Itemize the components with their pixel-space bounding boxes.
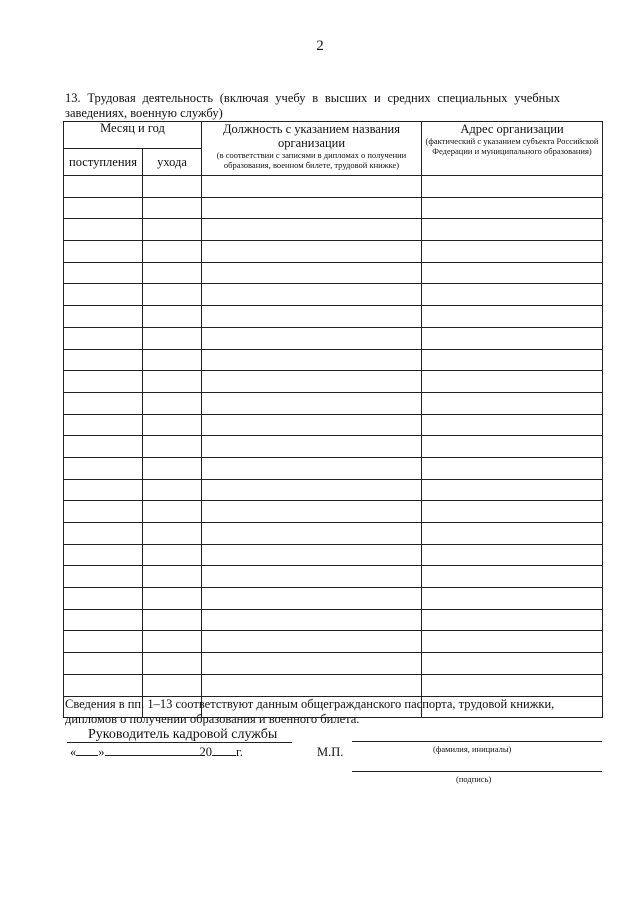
exit-cell[interactable] <box>143 371 202 393</box>
address-cell[interactable] <box>422 631 603 653</box>
exit-cell[interactable] <box>143 392 202 414</box>
entry-cell[interactable] <box>64 392 143 414</box>
entry-cell[interactable] <box>64 349 143 371</box>
table-row <box>64 349 603 371</box>
address-cell[interactable] <box>422 262 603 284</box>
position-cell[interactable] <box>202 457 422 479</box>
entry-cell[interactable] <box>64 262 143 284</box>
table-row <box>64 631 603 653</box>
position-cell[interactable] <box>202 566 422 588</box>
position-cell[interactable] <box>202 544 422 566</box>
address-cell[interactable] <box>422 544 603 566</box>
table-row <box>64 609 603 631</box>
position-cell[interactable] <box>202 479 422 501</box>
exit-cell[interactable] <box>143 523 202 545</box>
address-cell[interactable] <box>422 197 603 219</box>
signature-caption: (подпись) <box>456 774 492 784</box>
entry-cell[interactable] <box>64 284 143 306</box>
section-heading: 13. Трудовая деятельность (включая учебу в высших и средних специальных учебных заведениях, военную службу) <box>65 91 560 120</box>
address-cell[interactable] <box>422 349 603 371</box>
month-blank[interactable] <box>105 755 200 756</box>
position-cell[interactable] <box>202 306 422 328</box>
address-cell[interactable] <box>422 371 603 393</box>
position-cell[interactable] <box>202 436 422 458</box>
exit-header: ухода <box>143 149 202 176</box>
position-cell[interactable] <box>202 588 422 610</box>
entry-cell[interactable] <box>64 566 143 588</box>
entry-cell[interactable] <box>64 674 143 696</box>
month-year-header: Месяц и год <box>64 122 202 149</box>
position-header <box>202 122 422 176</box>
address-cell[interactable] <box>422 566 603 588</box>
entry-cell[interactable] <box>64 241 143 263</box>
address-header-note: (фактический с указанием субъекта Российской Федерации и муниципального образования) <box>425 136 599 156</box>
exit-cell[interactable] <box>143 219 202 241</box>
exit-cell[interactable] <box>143 588 202 610</box>
entry-cell[interactable] <box>64 327 143 349</box>
position-cell[interactable] <box>202 371 422 393</box>
exit-cell[interactable] <box>143 674 202 696</box>
entry-cell[interactable] <box>64 501 143 523</box>
exit-cell[interactable] <box>143 436 202 458</box>
exit-cell[interactable] <box>143 501 202 523</box>
position-cell[interactable] <box>202 501 422 523</box>
table-row <box>64 588 603 610</box>
position-cell[interactable] <box>202 349 422 371</box>
table-body <box>64 176 603 718</box>
position-header-title: Должность с указанием названия организации <box>223 122 400 150</box>
position-cell[interactable] <box>202 284 422 306</box>
table-row <box>64 284 603 306</box>
exit-cell[interactable] <box>143 262 202 284</box>
table-row <box>64 219 603 241</box>
table-row <box>64 436 603 458</box>
entry-cell[interactable] <box>64 609 143 631</box>
address-cell[interactable] <box>422 674 603 696</box>
address-cell[interactable] <box>422 327 603 349</box>
table-row <box>64 392 603 414</box>
date-line <box>70 745 243 760</box>
position-cell[interactable] <box>202 327 422 349</box>
exit-cell[interactable] <box>143 609 202 631</box>
position-cell[interactable] <box>202 176 422 198</box>
name-caption: (фамилия, инициалы) <box>433 744 512 754</box>
address-header <box>422 122 603 176</box>
address-cell[interactable] <box>422 241 603 263</box>
address-cell[interactable] <box>422 588 603 610</box>
table-row <box>64 241 603 263</box>
entry-cell[interactable] <box>64 436 143 458</box>
entry-cell[interactable] <box>64 414 143 436</box>
position-cell[interactable] <box>202 414 422 436</box>
position-cell[interactable] <box>202 674 422 696</box>
entry-cell[interactable] <box>64 306 143 328</box>
exit-cell[interactable] <box>143 176 202 198</box>
position-cell[interactable] <box>202 609 422 631</box>
exit-cell[interactable] <box>143 349 202 371</box>
exit-cell[interactable] <box>143 457 202 479</box>
position-cell[interactable] <box>202 523 422 545</box>
entry-cell[interactable] <box>64 371 143 393</box>
date-open-quote: « <box>70 745 77 759</box>
address-cell[interactable] <box>422 392 603 414</box>
address-cell[interactable] <box>422 479 603 501</box>
table-row <box>64 457 603 479</box>
exit-cell[interactable] <box>143 284 202 306</box>
position-cell[interactable] <box>202 262 422 284</box>
position-cell[interactable] <box>202 392 422 414</box>
entry-cell[interactable] <box>64 631 143 653</box>
exit-cell[interactable] <box>143 653 202 675</box>
year-suffix: г. <box>236 745 243 759</box>
confirmation-statement: Сведения в пп. 1–13 соответствуют данным общегражданского паспорта, трудовой книжки, дипломов о получении образования и военного билета. <box>65 697 555 726</box>
address-cell[interactable] <box>422 457 603 479</box>
table-row <box>64 176 603 198</box>
entry-cell[interactable] <box>64 588 143 610</box>
day-blank[interactable] <box>76 755 98 756</box>
table-row <box>64 523 603 545</box>
name-line[interactable] <box>352 741 602 742</box>
position-cell[interactable] <box>202 631 422 653</box>
table-row <box>64 501 603 523</box>
table-row <box>64 566 603 588</box>
entry-cell[interactable] <box>64 457 143 479</box>
table-row <box>64 544 603 566</box>
exit-cell[interactable] <box>143 197 202 219</box>
year-blank[interactable] <box>212 755 236 756</box>
address-cell[interactable] <box>422 523 603 545</box>
exit-cell[interactable] <box>143 327 202 349</box>
address-cell[interactable] <box>422 501 603 523</box>
entry-cell[interactable] <box>64 523 143 545</box>
table-row <box>64 674 603 696</box>
exit-cell[interactable] <box>143 306 202 328</box>
exit-cell[interactable] <box>143 544 202 566</box>
exit-cell[interactable] <box>143 414 202 436</box>
table-row <box>64 327 603 349</box>
entry-cell[interactable] <box>64 653 143 675</box>
position-header-note: (в соответствии с записями в дипломах о получении образования, военном билете, трудовой книжке) <box>216 150 407 170</box>
head-hr-underline <box>67 742 292 743</box>
address-cell[interactable] <box>422 436 603 458</box>
entry-cell[interactable] <box>64 544 143 566</box>
address-cell[interactable] <box>422 653 603 675</box>
entry-header: поступления <box>64 149 143 176</box>
exit-cell[interactable] <box>143 479 202 501</box>
address-cell[interactable] <box>422 609 603 631</box>
entry-cell[interactable] <box>64 479 143 501</box>
address-cell[interactable] <box>422 306 603 328</box>
entry-cell[interactable] <box>64 176 143 198</box>
position-cell[interactable] <box>202 241 422 263</box>
table-row <box>64 653 603 675</box>
head-hr-label: Руководитель кадровой службы <box>88 727 278 742</box>
table-row <box>64 197 603 219</box>
address-cell[interactable] <box>422 176 603 198</box>
exit-cell[interactable] <box>143 631 202 653</box>
work-history-table <box>63 121 603 718</box>
table-row <box>64 414 603 436</box>
year-prefix: 20 <box>199 745 212 759</box>
entry-cell[interactable] <box>64 197 143 219</box>
table-row <box>64 371 603 393</box>
address-header-title: Адрес организации <box>460 122 564 136</box>
address-cell[interactable] <box>422 284 603 306</box>
position-cell[interactable] <box>202 653 422 675</box>
date-close-quote: » <box>98 745 105 759</box>
address-cell[interactable] <box>422 219 603 241</box>
table-row <box>64 479 603 501</box>
position-cell[interactable] <box>202 219 422 241</box>
exit-cell[interactable] <box>143 241 202 263</box>
page-number: 2 <box>316 38 324 54</box>
position-cell[interactable] <box>202 197 422 219</box>
address-cell[interactable] <box>422 414 603 436</box>
signature-line[interactable] <box>352 771 602 772</box>
entry-cell[interactable] <box>64 219 143 241</box>
table-row <box>64 262 603 284</box>
table-row <box>64 306 603 328</box>
stamp-place: М.П. <box>317 745 344 759</box>
exit-cell[interactable] <box>143 566 202 588</box>
